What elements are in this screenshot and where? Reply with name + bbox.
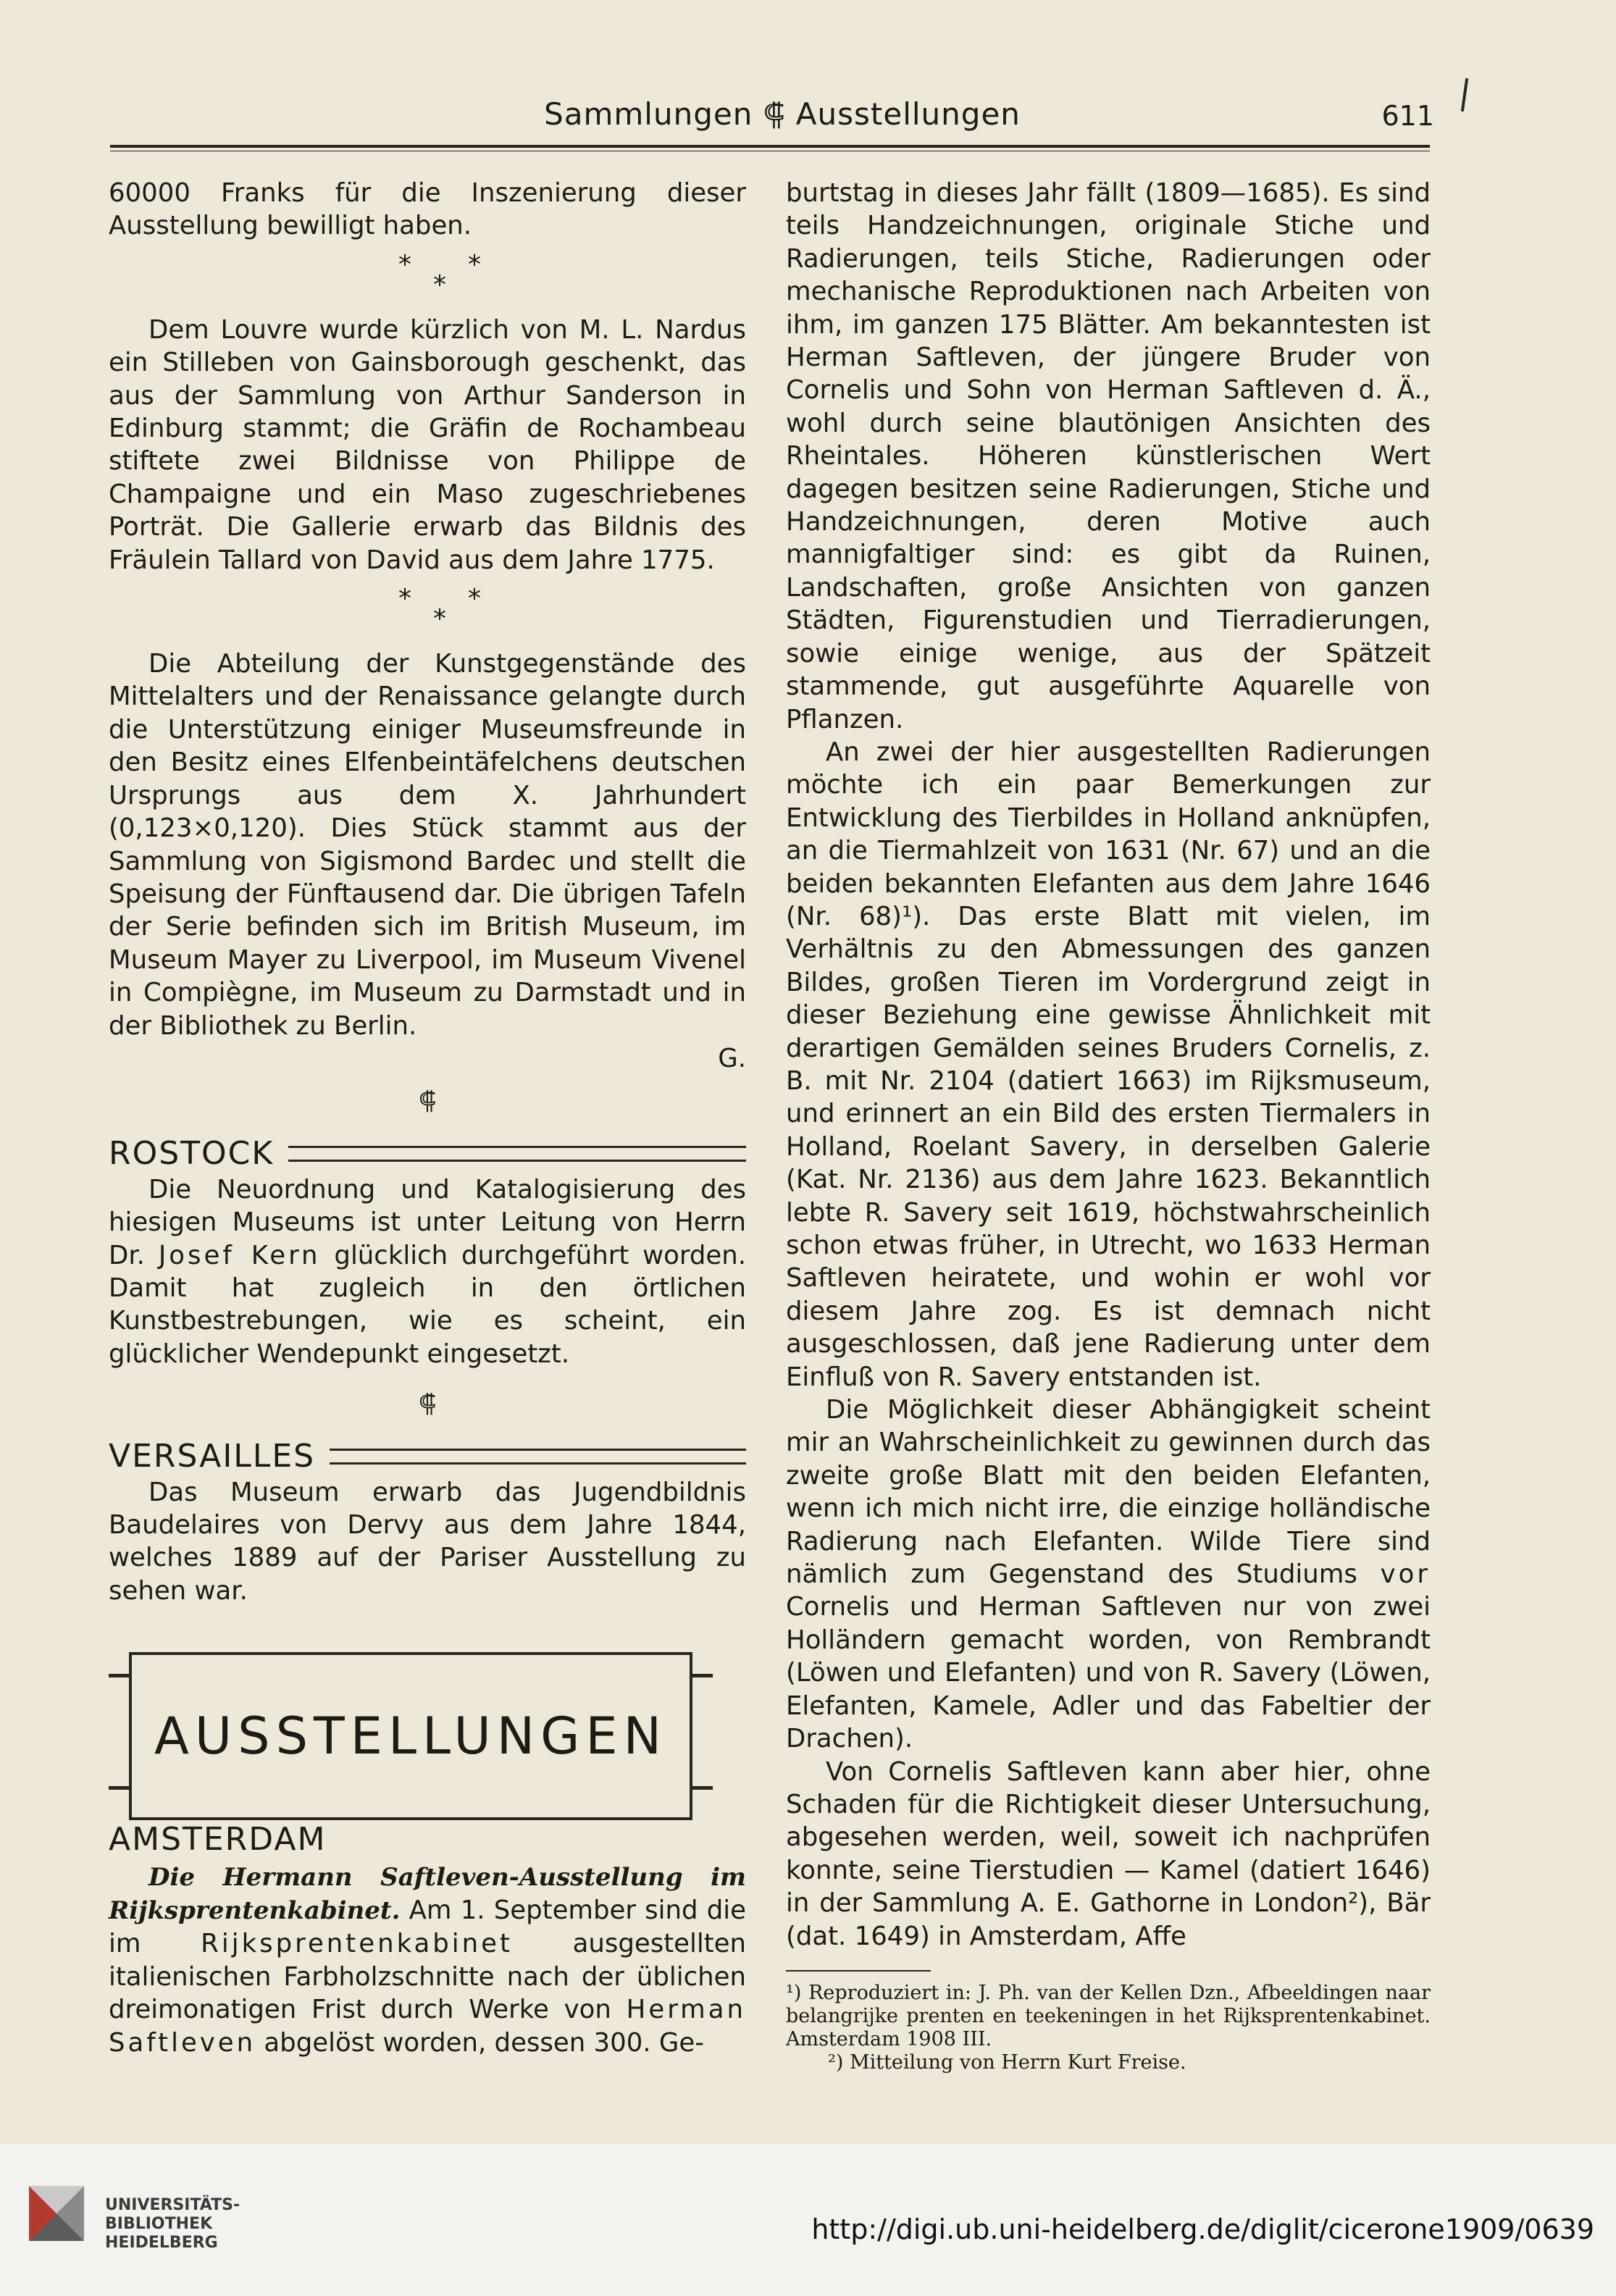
section-ornament: ⸿ xyxy=(418,1086,437,1116)
running-title: Sammlungen ⸿ Ausstellungen xyxy=(544,96,1021,132)
library-logo-icon xyxy=(22,2179,91,2248)
paragraph: Die Abteilung der Kunstgegenstände des Mittelalters und der Renaissance gelangte durch die Unterstützung einiger Museumsfreunde in den Besitz eines Elfenbeintäfelchens deutschen Ursprungs aus dem X. Jahrhundert (0,123×0,120). Dies Stück stammt aus der Sammlung von Sigismond Bardec und stellt die Speisung der Fünftausend dar. Die übrigen Tafeln der Serie befinden sich im British Museum, im Museum Mayer zu Liverpool, im Museum Vivenel in Compiègne, im Museum zu Darmstadt und in der Bibliothek zu Berlin. xyxy=(109,649,746,1041)
margin-mark xyxy=(1461,78,1468,112)
footnotes xyxy=(786,1982,1431,2074)
paragraph: Das Museum erwarb das Jugendbildnis Baudelaires von Dervy aus dem Jahre 1844, welches 1889 auf der Pariser Ausstellung zu sehen war. xyxy=(109,1477,746,1606)
asterism: * * * xyxy=(398,584,481,634)
section-heading-versailles xyxy=(109,1438,746,1475)
signature-line xyxy=(109,1042,746,1075)
paragraph: Die Möglichkeit dieser Abhängigkeit scheint mir an Wahrscheinlichkeit zu gewinnen durch das zweite große Blatt mit den beiden Elefanten, wenn ich mich nicht irre, die einzige holländische Radierung nach Elefanten. Wilde Tiere sind nämlich zum Gegenstand des Studiums vor Cornelis und Herman Saftleven nur von zwei Holländern gemacht worden, von Rembrandt (Löwen und Elefanten) und von R. Savery (Löwen, Elefanten, Kamele, Adler und das Fabeltier der Drachen). xyxy=(786,1395,1431,1754)
library-name: UNIVERSITÄTS- BIBLIOTHEK HEIDELBERG xyxy=(105,2196,240,2252)
section-ornament: ⸿ xyxy=(418,1389,437,1419)
asterism: * * * xyxy=(398,249,481,300)
person-name: Josef Kern xyxy=(158,1240,321,1270)
digitization-footer xyxy=(0,2144,1616,2296)
paragraph: 60000 Franks für die Inszenierung dieser Ausstellung bewilligt haben. xyxy=(109,178,746,241)
section-title: ROSTOCK xyxy=(109,1135,275,1173)
running-header xyxy=(109,93,1456,136)
paragraph: burtstag in dieses Jahr fällt (1809—1685). Es sind teils Handzeichnungen, originale Stiche und Radierungen, teils Stiche, Radierungen oder mechanische Reproduktionen nach Arbeiten von ihm, im ganzen 175 Blätter. Am bekanntesten ist Herman Saftleven, der jüngere Bruder von Cornelis und Sohn von Herman Saftleven d. Ä., wohl durch seine blautönigen Ansichten des Rheintales. Höheren künstlerischen Wert dagegen besitzen seine Radierungen, Stiche und Handzeichnungen, deren Motive auch mannigfaltiger sind: es gibt da Ruinen, Landschaften, große Ansichten von ganzen Städten, Figurenstudien und Tierradierungen, sowie einige wenige, aus der Spätzeit stammende, gut ausgeführte Aquarelle von Pflanzen. xyxy=(786,178,1431,734)
page-number: 611 xyxy=(1381,100,1434,132)
box-title: AUSSTELLUNGEN xyxy=(154,1706,667,1766)
paragraph: Die Neuordnung und Katalogisierung des hiesigen Museums ist unter Leitung von Herrn Dr. Josef Kern glücklich durchgeführt worden. Damit hat zugleich in den örtlichen Kunstbestrebungen, wie es scheint, ein glücklicher Wendepunkt eingesetzt. xyxy=(109,1174,746,1369)
left-column xyxy=(109,177,746,2059)
double-rule xyxy=(330,1449,746,1465)
article-title: Die Hermann Saftleven-Ausstellung im Rijksprentenkabinet. xyxy=(109,1862,746,1926)
footnote: ¹) Reproduziert in: J. Ph. van der Kellen Dzn., Afbeeldingen naar belangrijke prenten en teekeningen in het Rijksprentenkabinet. Amsterdam 1908 III. xyxy=(786,1981,1431,2050)
footnote: ²) Mitteilung von Herrn Kurt Freise. xyxy=(828,2050,1186,2074)
section-heading-rostock xyxy=(109,1135,746,1173)
source-url-link[interactable]: http://digi.ub.uni-heidelberg.de/diglit/cicerone1909/0639 xyxy=(811,2213,1594,2245)
box-title-frame xyxy=(129,1652,692,1820)
city-heading: AMSTERDAM xyxy=(109,1821,327,1859)
double-rule xyxy=(288,1146,746,1162)
right-column xyxy=(786,177,1431,2074)
footnote-rule xyxy=(786,1970,931,1972)
section-box xyxy=(109,1664,714,1809)
paragraph: Dem Louvre wurde kürzlich von M. L. Nardus ein Stilleben von Gainsborough geschenkt, das aus der Sammlung von Arthur Sanderson in Edinburg stammt; die Gräfin de Rochambeau stiftete zwei Bildnisse von Philippe de Champaigne und ein Maso zugeschriebenes Porträt. Die Gallerie erwarb das Bildnis des Fräulein Tallard von David aus dem Jahre 1775. xyxy=(109,314,746,575)
paragraph: Die Hermann Saftleven-Ausstellung im Rijksprentenkabinet. Am 1. September sind die im Rijksprentenkabinet ausgestellten italienischen Farbholzschnitte nach der üblichen dreimonatigen Frist durch Werke von Herman Saftleven abgelöst worden, dessen 300. Ge- xyxy=(109,1862,747,2058)
header-rule xyxy=(110,145,1430,148)
section-title: VERSAILLES xyxy=(109,1438,316,1475)
paragraph: An zwei der hier ausgestellten Radierungen möchte ich ein paar Bemerkungen zur Entwicklung des Tierbildes in Holland anknüpfen, an die Tiermahlzeit von 1631 (Nr. 67) und an die beiden bekannten Elefanten aus dem Jahre 1646 (Nr. 68)¹). Das erste Blatt mit vielen, im Verhältnis zu den Abmessungen des ganzen Bildes, großen Tieren im Vordergrund zeigt in dieser Beziehung eine gewisse Ähnlichkeit mit derartigen Gemälden seines Bruders Cornelis, z. B. mit Nr. 2104 (datiert 1663) im Rijksmuseum, und erinnert an ein Bild des ersten Tiermalers in Holland, Roelant Savery, in derselben Galerie (Kat. Nr. 2136) aus dem Jahre 1623. Bekanntlich lebte R. Savery seit 1619, höchstwahrscheinlich schon etwas früher, in Utrecht, wo 1633 Herman Saftleven heiratete, und wohin er wohl vor diesem Jahre zog. Es ist demnach nicht ausgeschlossen, daß jene Radierung unter dem Einfluß von R. Savery entstanden ist. xyxy=(786,737,1431,1392)
paragraph: Von Cornelis Saftleven kann aber hier, ohne Schaden für die Richtigkeit dieser Untersuchung, abgesehen werden, weil, soweit ich nachprüfen konnte, seine Tierstudien — Kamel (datiert 1646) in der Sammlung A. E. Gathorne in London²), Bär (dat. 1649) in Amsterdam, Affe xyxy=(786,1756,1431,1951)
author-initial: G. xyxy=(718,1043,746,1073)
